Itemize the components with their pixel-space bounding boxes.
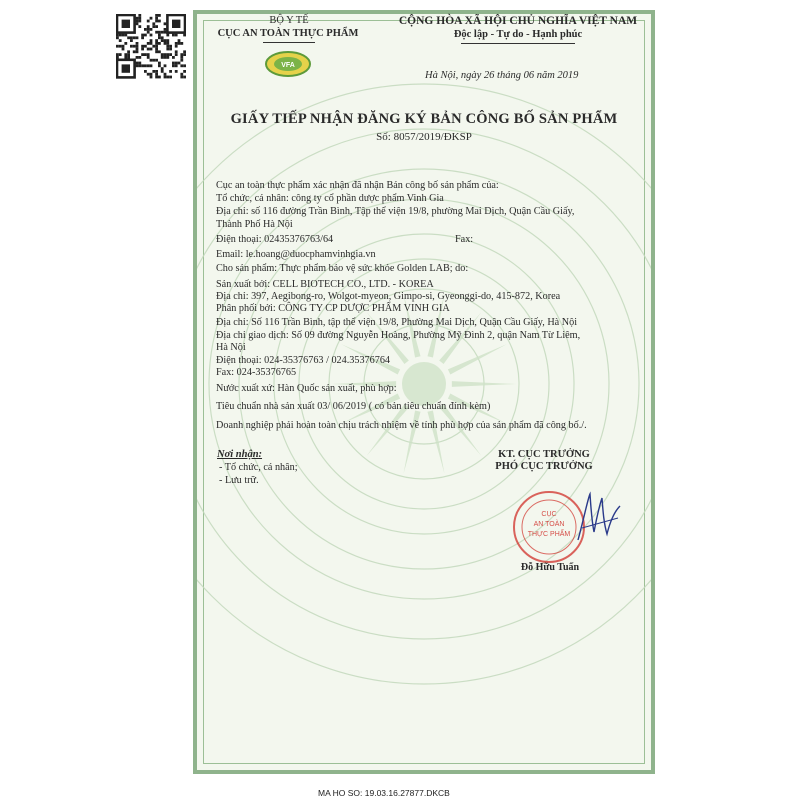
address-line-1: Địa chỉ: số 116 đường Trần Bình, Tập thể viện 19/8, phường Mai Dịch, Quận Cầu Giấy, xyxy=(216,206,575,217)
svg-text:CỤC: CỤC xyxy=(541,511,557,518)
transaction-address-line-1: Địa chỉ giao dịch: Số 09 đường Nguyễn Hoàng, Phường Mỹ Đình 2, quận Nam Từ Liêm, xyxy=(216,330,581,341)
transaction-address-line-2: Hà Nội xyxy=(216,342,246,353)
department-underline xyxy=(263,42,315,43)
country-name: CỘNG HÒA XÃ HỘI CHỦ NGHĨA VIỆT NAM xyxy=(398,15,638,27)
distributor-fax-line: Fax: 024-35376765 xyxy=(216,367,297,378)
manufacturer-address-line: Địa chỉ: 397, Aegibong-ro, Wolgot-myeon, Gimpo-si, Gyeonggi-do, 415-872, Korea xyxy=(216,291,561,302)
logo-text: VFA xyxy=(281,62,295,69)
document-number: Số: 8057/2019/ĐKSP xyxy=(376,131,472,143)
email-line: Email: le.hoang@duocphamvinhgia.vn xyxy=(216,249,376,260)
issue-date: Hà Nội, ngày 26 tháng 06 năm 2019 xyxy=(425,70,579,81)
ministry-name: BỘ Y TẾ xyxy=(269,15,309,26)
recipient-item: - Tổ chức, cá nhân; xyxy=(219,462,298,473)
distributor-address-line: Địa chỉ: Số 116 Trần Bình, tập thể viện 19/8, Phường Mai Dịch, Quận Cầu Giấy, Hà Nội xyxy=(216,317,578,328)
organization-line: Tổ chức, cá nhân: công ty cổ phần dược phẩm Vinh Gia xyxy=(216,193,444,204)
svg-text:THỰC PHẨM: THỰC PHẨM xyxy=(527,531,571,538)
recipient-item: - Lưu trữ. xyxy=(219,475,259,486)
document-title: GIẤY TIẾP NHẬN ĐĂNG KÝ BẢN CÔNG BỐ SẢN PHẨM xyxy=(230,111,618,127)
handwritten-signature xyxy=(574,488,624,548)
origin-line: Nước xuất xứ: Hàn Quốc sản xuất, phù hợp: xyxy=(216,383,397,394)
product-line: Cho sản phẩm: Thực phẩm bảo vệ sức khỏe Golden LAB; do: xyxy=(216,263,469,274)
responsibility-line: Doanh nghiệp phải hoàn toàn chịu trách nhiệm về tính phù hợp của sản phẩm đã công bố./. xyxy=(216,420,587,431)
distributor-line: Phân phối bởi: CÔNG TY CP DƯỢC PHẨM VINH GIA xyxy=(216,303,450,314)
signature-title: KT. CỤC TRƯỞNG xyxy=(498,449,590,460)
signature-subtitle: PHÓ CỤC TRƯỞNG xyxy=(495,461,593,472)
signer-name: Đỗ Hữu Tuấn xyxy=(520,562,580,573)
svg-text:AN TOÀN: AN TOÀN xyxy=(533,521,565,528)
phone-line: Điện thoại: 02435376763/64 xyxy=(216,234,334,245)
department-name: CỤC AN TOÀN THỰC PHẨM xyxy=(217,28,359,39)
standard-line: Tiêu chuẩn nhà sản xuất 03/ 06/2019 ( có bản tiêu chuẩn đính kèm) xyxy=(216,401,491,412)
vfa-logo xyxy=(263,50,313,78)
address-line-2: Thành Phố Hà Nội xyxy=(216,219,293,230)
national-motto: Độc lập - Tự do - Hạnh phúc xyxy=(453,29,583,40)
file-code: MA HO SO: 19.03.16.27877.DKCB xyxy=(318,788,450,798)
recipients-title: Nơi nhận: xyxy=(217,449,263,460)
manufacturer-line: Sản xuất bởi: CELL BIOTECH CO., LTD. - KOREA xyxy=(216,279,434,290)
motto-underline xyxy=(461,43,575,44)
fax-line: Fax: xyxy=(455,234,474,245)
distributor-phone-line: Điện thoại: 024-35376763 / 024.35376764 xyxy=(216,355,391,366)
qr-code xyxy=(116,14,186,80)
intro-line: Cục an toàn thực phẩm xác nhận đã nhận Bản công bố sản phẩm của: xyxy=(216,180,499,191)
